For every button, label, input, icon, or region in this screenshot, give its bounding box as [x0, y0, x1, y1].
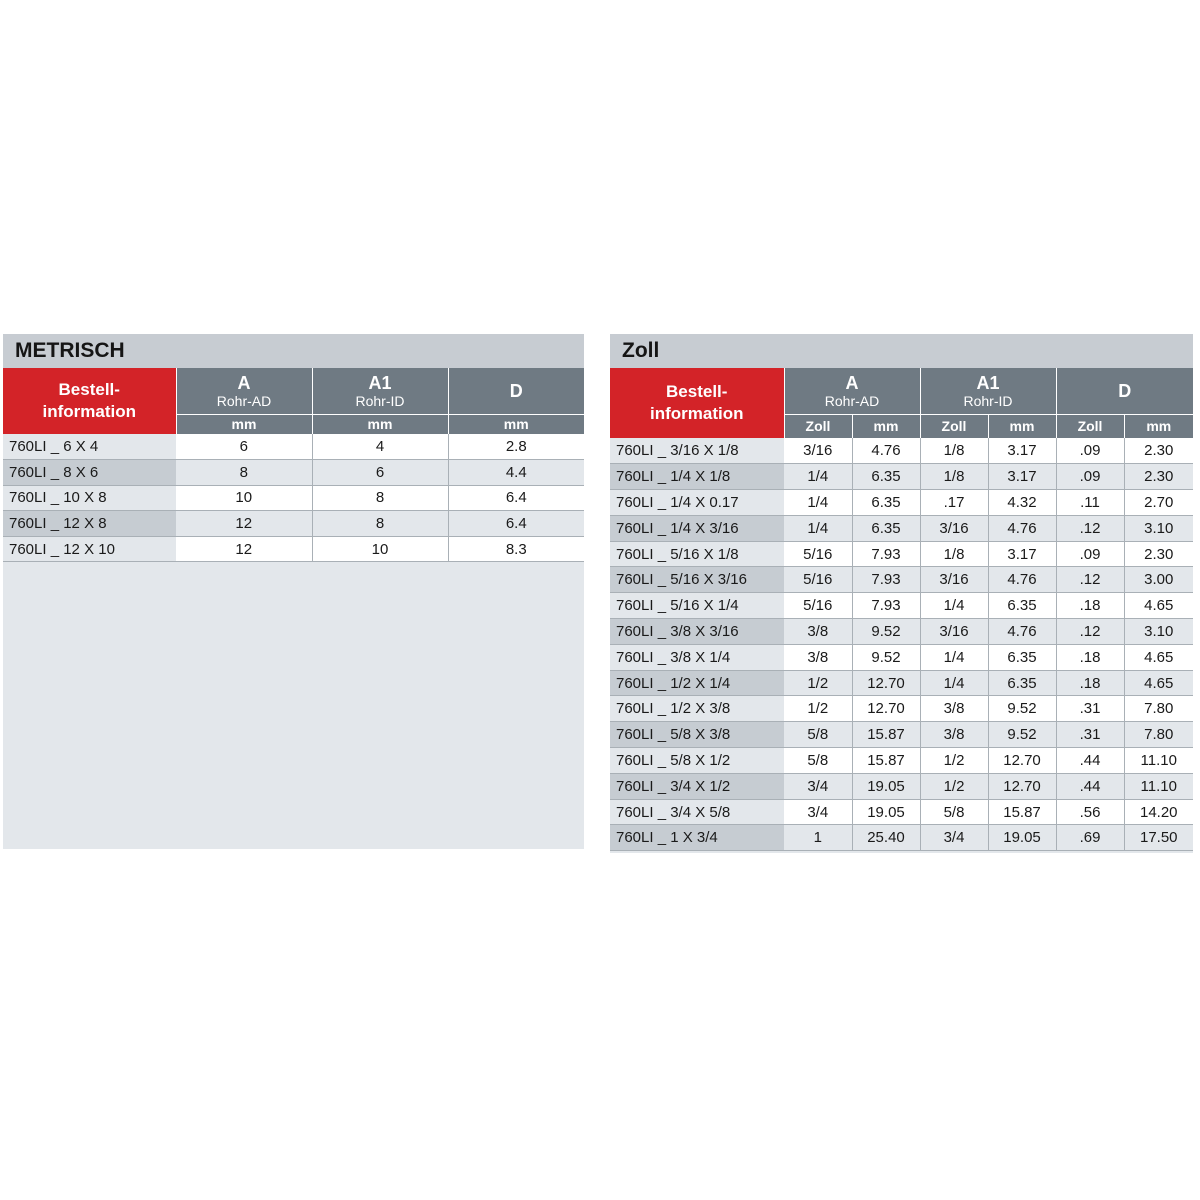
order-code: 760LI _ 3/16 X 1/8 — [610, 438, 784, 464]
value-d-mm: 3.10 — [1124, 515, 1193, 541]
value-d-mm: 3.10 — [1124, 619, 1193, 645]
order-info-line2: information — [650, 404, 744, 423]
value-a-mm: 7.93 — [852, 567, 920, 593]
value-d-zoll: .09 — [1056, 464, 1124, 490]
value-d-zoll: .09 — [1056, 541, 1124, 567]
value-a-zoll: 1/2 — [784, 670, 852, 696]
unit-a-mm: mm — [852, 414, 920, 438]
value-a1-zoll: 3/16 — [920, 567, 988, 593]
value-d-mm: 11.10 — [1124, 748, 1193, 774]
order-info-line1: Bestell- — [666, 382, 728, 401]
unit-a: mm — [176, 414, 312, 434]
value-a-mm: 6.35 — [852, 490, 920, 516]
col-a1-letter: A1 — [368, 372, 392, 393]
col-a-header — [784, 368, 920, 414]
value-d-zoll: .12 — [1056, 515, 1124, 541]
value-a-mm: 19.05 — [852, 773, 920, 799]
value-a-zoll: 3/16 — [784, 438, 852, 464]
value-a-zoll: 5/16 — [784, 593, 852, 619]
table-row — [610, 619, 1193, 645]
order-info-header — [610, 368, 784, 438]
value-d-mm: 7.80 — [1124, 696, 1193, 722]
table-row — [610, 670, 1193, 696]
value-d: 4.4 — [448, 460, 584, 486]
value-a-mm: 12.70 — [852, 670, 920, 696]
order-code: 760LI _ 1/2 X 1/4 — [610, 670, 784, 696]
value-a: 8 — [176, 460, 312, 486]
table-row — [610, 799, 1193, 825]
table-row — [610, 644, 1193, 670]
value-a-zoll: 3/8 — [784, 619, 852, 645]
unit-d-zoll: Zoll — [1056, 414, 1124, 438]
value-a1-mm: 4.76 — [988, 619, 1056, 645]
value-a1-mm: 9.52 — [988, 722, 1056, 748]
col-a-letter: A — [845, 372, 859, 393]
unit-d: mm — [448, 414, 584, 434]
value-a1-zoll: 3/16 — [920, 619, 988, 645]
value-a1-zoll: 1/8 — [920, 541, 988, 567]
order-info-line1: Bestell- — [58, 380, 120, 399]
order-code: 760LI _ 5/8 X 1/2 — [610, 748, 784, 774]
value-a-zoll: 3/4 — [784, 799, 852, 825]
value-a-zoll: 1/4 — [784, 490, 852, 516]
order-code: 760LI _ 1/4 X 3/16 — [610, 515, 784, 541]
value-a-mm: 15.87 — [852, 722, 920, 748]
value-a1-zoll: 1/4 — [920, 670, 988, 696]
inch-table — [610, 368, 1193, 851]
value-a1: 8 — [312, 485, 448, 511]
value-a1-zoll: 3/8 — [920, 722, 988, 748]
order-code: 760LI _ 6 X 4 — [3, 434, 176, 460]
unit-a-zoll: Zoll — [784, 414, 852, 438]
value-d-mm: 2.70 — [1124, 490, 1193, 516]
inch-panel — [610, 334, 1193, 853]
value-a-mm: 9.52 — [852, 644, 920, 670]
value-a-zoll: 1/4 — [784, 515, 852, 541]
order-code: 760LI _ 10 X 8 — [3, 485, 176, 511]
order-code: 760LI _ 3/4 X 5/8 — [610, 799, 784, 825]
order-code: 760LI _ 5/8 X 3/8 — [610, 722, 784, 748]
table-row — [610, 515, 1193, 541]
value-a1-mm: 6.35 — [988, 644, 1056, 670]
value-a-mm: 9.52 — [852, 619, 920, 645]
order-code: 760LI _ 5/16 X 1/8 — [610, 541, 784, 567]
col-a1-header — [920, 368, 1056, 414]
value-d-zoll: .09 — [1056, 438, 1124, 464]
order-code: 760LI _ 1 X 3/4 — [610, 825, 784, 851]
order-code: 760LI _ 8 X 6 — [3, 460, 176, 486]
value-d-mm: 2.30 — [1124, 438, 1193, 464]
col-a-sub: Rohr-AD — [824, 392, 880, 409]
table-row — [610, 748, 1193, 774]
metric-title: METRISCH — [3, 334, 584, 368]
value-a1-mm: 6.35 — [988, 593, 1056, 619]
value-a-zoll: 3/8 — [784, 644, 852, 670]
value-a-zoll: 5/8 — [784, 722, 852, 748]
value-d-zoll: .18 — [1056, 644, 1124, 670]
order-info-line2: information — [42, 402, 136, 421]
value-a1-mm: 3.17 — [988, 438, 1056, 464]
value-d-mm: 2.30 — [1124, 464, 1193, 490]
table-row — [610, 438, 1193, 464]
value-d: 8.3 — [448, 536, 584, 562]
value-a1-zoll: 1/4 — [920, 644, 988, 670]
order-code: 760LI _ 5/16 X 3/16 — [610, 567, 784, 593]
table-row — [3, 434, 584, 460]
value-a1: 10 — [312, 536, 448, 562]
table-row — [3, 460, 584, 486]
value-a1-zoll: 5/8 — [920, 799, 988, 825]
value-a1-zoll: 1/2 — [920, 748, 988, 774]
value-d-mm: 4.65 — [1124, 593, 1193, 619]
table-row — [610, 490, 1193, 516]
order-code: 760LI _ 12 X 10 — [3, 536, 176, 562]
value-a: 12 — [176, 536, 312, 562]
value-a1-zoll: 3/4 — [920, 825, 988, 851]
value-a-mm: 19.05 — [852, 799, 920, 825]
value-a-mm: 7.93 — [852, 593, 920, 619]
value-d-zoll: .69 — [1056, 825, 1124, 851]
order-code: 760LI _ 3/8 X 1/4 — [610, 644, 784, 670]
value-a-zoll: 1/4 — [784, 464, 852, 490]
value-a: 6 — [176, 434, 312, 460]
value-d-mm: 11.10 — [1124, 773, 1193, 799]
value-a1-mm: 4.76 — [988, 567, 1056, 593]
value-d-mm: 3.00 — [1124, 567, 1193, 593]
table-row — [610, 773, 1193, 799]
order-code: 760LI _ 1/4 X 0.17 — [610, 490, 784, 516]
value-a1-mm: 3.17 — [988, 541, 1056, 567]
value-a-mm: 6.35 — [852, 515, 920, 541]
value-a-zoll: 5/16 — [784, 567, 852, 593]
order-code: 760LI _ 3/4 X 1/2 — [610, 773, 784, 799]
value-d-mm: 2.30 — [1124, 541, 1193, 567]
value-a: 10 — [176, 485, 312, 511]
table-row — [610, 593, 1193, 619]
value-a-mm: 7.93 — [852, 541, 920, 567]
value-a-mm: 6.35 — [852, 464, 920, 490]
value-a1-mm: 4.76 — [988, 515, 1056, 541]
value-d-zoll: .12 — [1056, 619, 1124, 645]
col-a1-sub: Rohr-ID — [963, 392, 1013, 409]
value-d-zoll: .44 — [1056, 748, 1124, 774]
col-a-sub: Rohr-AD — [216, 392, 272, 409]
value-d-zoll: .31 — [1056, 696, 1124, 722]
value-a-zoll: 5/16 — [784, 541, 852, 567]
table-row — [610, 696, 1193, 722]
value-a-mm: 15.87 — [852, 748, 920, 774]
value-a: 12 — [176, 511, 312, 537]
value-a1-zoll: 1/8 — [920, 464, 988, 490]
value-d-mm: 4.65 — [1124, 644, 1193, 670]
table-row — [3, 536, 584, 562]
value-d-zoll: .12 — [1056, 567, 1124, 593]
value-d-zoll: .44 — [1056, 773, 1124, 799]
inch-title: Zoll — [610, 334, 1193, 368]
value-a1-zoll: 3/8 — [920, 696, 988, 722]
value-d-mm: 7.80 — [1124, 722, 1193, 748]
value-a1-zoll: .17 — [920, 490, 988, 516]
value-d-mm: 4.65 — [1124, 670, 1193, 696]
col-a-letter: A — [237, 372, 251, 393]
value-a-mm: 4.76 — [852, 438, 920, 464]
col-d-letter: D — [509, 380, 523, 401]
order-code: 760LI _ 1/4 X 1/8 — [610, 464, 784, 490]
value-a1-zoll: 1/2 — [920, 773, 988, 799]
value-a1-mm: 3.17 — [988, 464, 1056, 490]
order-code: 760LI _ 1/2 X 3/8 — [610, 696, 784, 722]
table-row — [610, 541, 1193, 567]
value-a-zoll: 3/4 — [784, 773, 852, 799]
order-code: 760LI _ 3/8 X 3/16 — [610, 619, 784, 645]
metric-table — [3, 368, 584, 562]
value-d: 2.8 — [448, 434, 584, 460]
col-a1-letter: A1 — [976, 372, 1000, 393]
unit-d-mm: mm — [1124, 414, 1193, 438]
unit-a1-mm: mm — [988, 414, 1056, 438]
value-a-zoll: 5/8 — [784, 748, 852, 774]
col-d-header — [448, 368, 584, 414]
table-row — [610, 567, 1193, 593]
order-code: 760LI _ 5/16 X 1/4 — [610, 593, 784, 619]
value-a1: 4 — [312, 434, 448, 460]
value-a1-mm: 15.87 — [988, 799, 1056, 825]
value-a1-mm: 12.70 — [988, 748, 1056, 774]
value-a-mm: 25.40 — [852, 825, 920, 851]
col-a1-header — [312, 368, 448, 414]
value-a1-zoll: 1/4 — [920, 593, 988, 619]
unit-a1: mm — [312, 414, 448, 434]
value-a-mm: 12.70 — [852, 696, 920, 722]
value-a1-mm: 19.05 — [988, 825, 1056, 851]
unit-a1-zoll: Zoll — [920, 414, 988, 438]
value-d-zoll: .31 — [1056, 722, 1124, 748]
value-a1-zoll: 1/8 — [920, 438, 988, 464]
col-a-header — [176, 368, 312, 414]
value-d: 6.4 — [448, 485, 584, 511]
value-a-zoll: 1/2 — [784, 696, 852, 722]
value-a1-mm: 9.52 — [988, 696, 1056, 722]
value-a1-mm: 6.35 — [988, 670, 1056, 696]
value-d-zoll: .18 — [1056, 593, 1124, 619]
table-row — [610, 825, 1193, 851]
value-a1-zoll: 3/16 — [920, 515, 988, 541]
table-row — [3, 485, 584, 511]
table-row — [610, 722, 1193, 748]
value-a1: 8 — [312, 511, 448, 537]
value-d: 6.4 — [448, 511, 584, 537]
order-info-header — [3, 368, 176, 434]
col-d-letter: D — [1118, 380, 1132, 401]
metric-panel — [3, 334, 584, 849]
value-a1-mm: 4.32 — [988, 490, 1056, 516]
col-d-header — [1056, 368, 1193, 414]
value-d-zoll: .56 — [1056, 799, 1124, 825]
col-a1-sub: Rohr-ID — [355, 392, 405, 409]
order-code: 760LI _ 12 X 8 — [3, 511, 176, 537]
value-d-mm: 14.20 — [1124, 799, 1193, 825]
value-a1: 6 — [312, 460, 448, 486]
value-a-zoll: 1 — [784, 825, 852, 851]
table-row — [610, 464, 1193, 490]
table-row — [3, 511, 584, 537]
value-d-mm: 17.50 — [1124, 825, 1193, 851]
value-d-zoll: .11 — [1056, 490, 1124, 516]
value-d-zoll: .18 — [1056, 670, 1124, 696]
value-a1-mm: 12.70 — [988, 773, 1056, 799]
